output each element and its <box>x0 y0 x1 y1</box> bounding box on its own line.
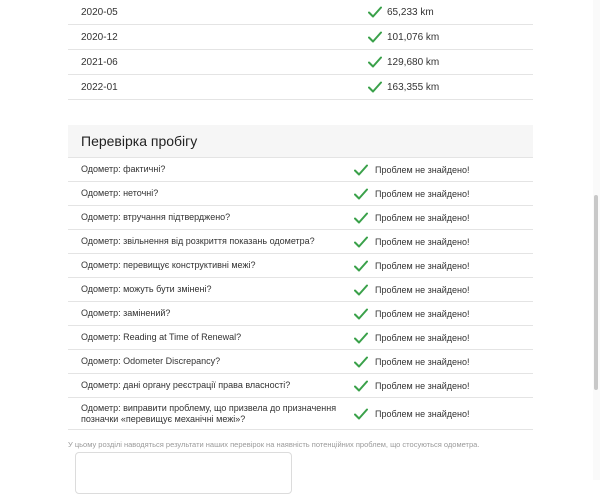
check-icon <box>354 212 374 224</box>
section-note: У цьому розділі наводяться результати наших перевірок на наявність потенційних проблем, що стосуються одометра. <box>68 440 480 449</box>
check-icon <box>354 284 374 296</box>
next-card[interactable] <box>75 452 292 494</box>
check-row <box>68 350 533 374</box>
history-date: 2022-01 <box>81 81 118 93</box>
check-label: Одометр: неточні? <box>81 188 159 198</box>
check-row <box>68 206 533 230</box>
check-status: Проблем не знайдено! <box>375 308 470 319</box>
check-icon <box>354 236 374 248</box>
history-km: 163,355 km <box>387 81 440 93</box>
history-km: 65,233 km <box>387 6 434 18</box>
check-row <box>68 302 533 326</box>
check-icon <box>354 408 374 420</box>
check-status: Проблем не знайдено! <box>375 164 470 175</box>
check-row <box>68 158 533 182</box>
history-row <box>68 75 533 100</box>
check-label: Одометр: втручання підтверджено? <box>81 212 231 222</box>
check-status: Проблем не знайдено! <box>375 408 470 419</box>
scrollbar-thumb[interactable] <box>594 195 598 390</box>
check-status: Проблем не знайдено! <box>375 212 470 223</box>
check-status: Проблем не знайдено! <box>375 236 470 247</box>
check-label: Одометр: можуть бути змінені? <box>81 284 212 294</box>
mileage-check-section <box>68 125 533 450</box>
history-row <box>68 50 533 75</box>
history-km: 101,076 km <box>387 31 440 43</box>
check-icon <box>354 332 374 344</box>
check-label: Одометр: Reading at Time of Renewal? <box>81 332 242 342</box>
mileage-history-table <box>68 0 533 100</box>
check-label: Одометр: дані органу реєстрації права власності? <box>81 380 291 390</box>
check-icon <box>368 81 386 93</box>
history-date: 2020-12 <box>81 31 118 43</box>
check-row <box>68 182 533 206</box>
check-icon <box>354 308 374 320</box>
section-title: Перевірка пробігу <box>68 125 533 158</box>
check-row <box>68 254 533 278</box>
check-icon <box>368 6 386 18</box>
check-status: Проблем не знайдено! <box>375 188 470 199</box>
check-row <box>68 326 533 350</box>
check-status: Проблем не знайдено! <box>375 260 470 271</box>
check-status: Проблем не знайдено! <box>375 356 470 367</box>
check-status: Проблем не знайдено! <box>375 284 470 295</box>
check-status: Проблем не знайдено! <box>375 380 470 391</box>
scrollbar[interactable] <box>593 0 600 480</box>
check-label: Одометр: замінений? <box>81 308 171 318</box>
check-icon <box>354 164 374 176</box>
check-label: Одометр: фактичні? <box>81 164 166 174</box>
check-icon <box>368 31 386 43</box>
check-label: Одометр: виправити проблему, що призвела до призначення позначки «перевищує механічні межі»? <box>81 402 337 424</box>
check-icon <box>354 260 374 272</box>
check-row <box>68 278 533 302</box>
history-row <box>68 0 533 25</box>
check-row <box>68 374 533 398</box>
check-icon <box>354 356 374 368</box>
check-icon <box>354 380 374 392</box>
check-label: Одометр: Odometer Discrepancy? <box>81 356 221 366</box>
check-icon <box>368 56 386 68</box>
check-label: Одометр: перевищує конструктивні межі? <box>81 260 256 270</box>
check-label: Одометр: звільнення від розкриття показань одометра? <box>81 236 315 246</box>
history-row <box>68 25 533 50</box>
check-row <box>68 230 533 254</box>
report-content <box>68 0 533 450</box>
history-date: 2021-06 <box>81 56 118 68</box>
check-status: Проблем не знайдено! <box>375 332 470 343</box>
check-icon <box>354 188 374 200</box>
history-km: 129,680 km <box>387 56 440 68</box>
history-date: 2020-05 <box>81 6 118 18</box>
check-row <box>68 398 533 430</box>
